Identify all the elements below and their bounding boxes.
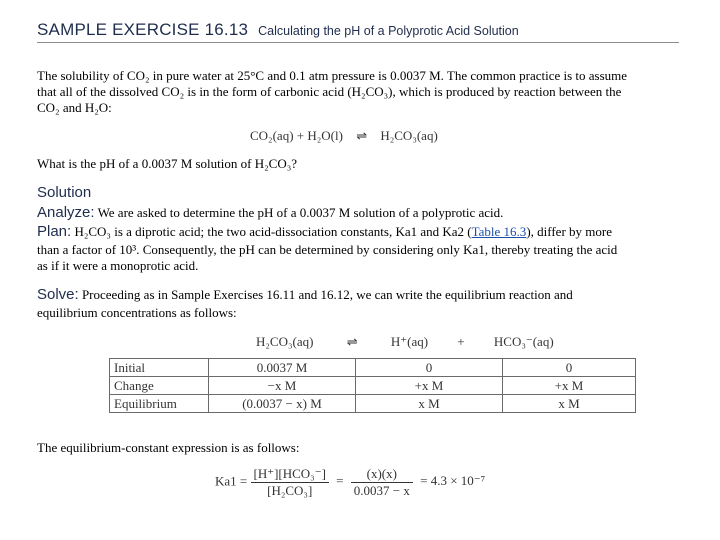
intro-line-3: CO₂ and H₂O:: [37, 100, 112, 115]
title-divider: [37, 42, 679, 43]
dissolution-equation: [250, 128, 438, 144]
intro-paragraph: [37, 68, 679, 116]
x-fraction: [351, 466, 413, 499]
fraction-numerator: [H⁺][HCO₃⁻]: [251, 466, 329, 483]
cell: x M: [503, 395, 636, 413]
ka1-lhs: Ka1 =: [215, 473, 248, 489]
fraction-denominator: 0.0037 − x: [353, 483, 410, 498]
exercise-title-bar: [37, 20, 519, 40]
expression-intro: The equilibrium-constant expression is as follows:: [37, 440, 300, 455]
fraction-denominator: [H₂CO₃]: [267, 483, 313, 498]
intro-line-2: that all of the dissolved CO₂ is in the form of carbonic acid (H₂CO₃), which is produced by reaction between the: [37, 84, 622, 99]
cell: +x M: [356, 377, 503, 395]
plan-text-b: ), differ by more: [526, 224, 612, 239]
table-16-3-link[interactable]: Table 16.3: [471, 224, 527, 239]
ice-plus: +: [457, 334, 465, 349]
exercise-subtitle: Calculating the pH of a Polyprotic Acid Solution: [258, 24, 519, 38]
analyze-paragraph: [37, 205, 679, 221]
cell: 0: [356, 359, 503, 377]
plan-text-a: H₂CO₃ is a diprotic acid; the two acid-dissociation constants, Ka1 and Ka2 (: [74, 224, 472, 239]
row-label-initial: Initial: [110, 359, 209, 377]
solve-line-2: equilibrium concentrations as follows:: [37, 305, 237, 320]
equation-product: H₂CO₃(aq): [380, 128, 438, 143]
concentration-fraction: [251, 466, 329, 499]
cell: 0.0037 M: [209, 359, 356, 377]
solve-paragraph: [37, 287, 679, 321]
table-row: [110, 377, 636, 395]
fraction-numerator: (x)(x): [351, 466, 413, 483]
table-row: [110, 395, 636, 413]
equation-reactants: CO₂(aq) + H₂O(l): [250, 128, 343, 143]
equilibrium-expression: [215, 466, 485, 499]
ice-product-1: H⁺(aq): [390, 334, 429, 349]
ice-equilibrium-arrow-icon: ⇌: [346, 334, 358, 349]
ice-table: [109, 358, 636, 413]
cell: x M: [356, 395, 503, 413]
plan-paragraph: [37, 224, 679, 274]
equilibrium-arrow-icon: ⇌: [356, 128, 368, 143]
cell: 0: [503, 359, 636, 377]
equals-sign: =: [336, 473, 344, 489]
cell: +x M: [503, 377, 636, 395]
analyze-label: Analyze:: [37, 204, 95, 221]
row-label-equilibrium: Equilibrium: [110, 395, 209, 413]
solution-heading: Solution: [37, 184, 92, 201]
cell: −x M: [209, 377, 356, 395]
question-text: What is the pH of a 0.0037 M solution of H₂CO₃?: [37, 156, 298, 171]
ice-reactant: H₂CO₃(aq): [256, 334, 314, 349]
analyze-text: We are asked to determine the pH of a 0.0037 M solution of a polyprotic acid.: [97, 205, 504, 220]
row-label-change: Change: [110, 377, 209, 395]
intro-line-1: The solubility of CO₂ in pure water at 25°C and 0.1 atm pressure is 0.0037 M. The common practice is to assume: [37, 68, 628, 83]
solve-text: Proceeding as in Sample Exercises 16.11 and 16.12, we can write the equilibrium reaction and: [81, 287, 573, 302]
cell: (0.0037 − x) M: [209, 395, 356, 413]
plan-line-2: than a factor of 10³. Consequently, the pH can be determined by considering only Ka1, thereby treating the acid: [37, 242, 618, 257]
ice-product-2: HCO₃⁻(aq): [493, 334, 554, 349]
ka1-value: = 4.3 × 10⁻⁷: [420, 473, 486, 489]
ice-reaction-header: [256, 334, 554, 350]
solve-label: Solve:: [37, 286, 79, 303]
exercise-title: SAMPLE EXERCISE 16.13: [37, 20, 249, 39]
table-row: [110, 359, 636, 377]
plan-line-3: as if it were a monoprotic acid.: [37, 258, 199, 273]
plan-label: Plan:: [37, 223, 72, 240]
